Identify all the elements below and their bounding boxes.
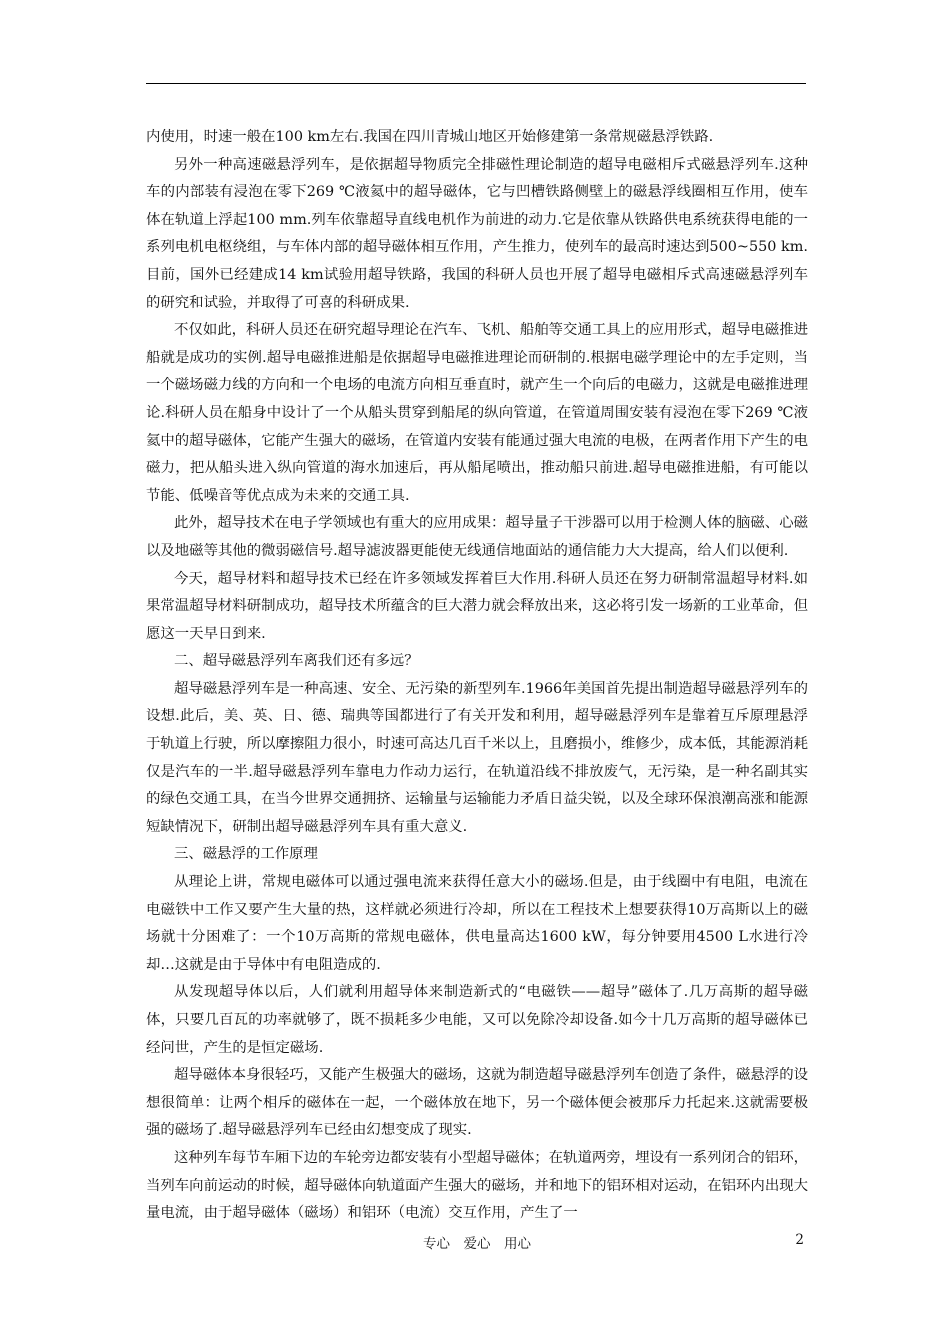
footer-motto: 专心 爱心 用心 (423, 1236, 531, 1252)
paragraph-8: 从发现超导体以后，人们就利用超导体来制造新式的“电磁铁——超导”磁体了.几万高斯的超导磁体，只要几百瓦的功率就够了，既不损耗多少电能，又可以免除冷却设备.如今十几万高斯的超导磁体已经问世，产生的是恒定磁场. (146, 984, 808, 1056)
paragraph-2: 另外一种高速磁悬浮列车，是依据超导物质完全排磁性理论制造的超导电磁相斥式磁悬浮列车.这种车的内部装有浸泡在零下269 ℃液氦中的超导磁体，它与凹槽铁路侧壁上的磁悬浮线圈相互作用，使车体在轨道上浮起100 mm.列车依靠超导直线电机作为前进的动力.它是依靠从铁路供电系统获得电能的一系列电机电枢绕组，与车体内部的超导磁体相互作用，产生推力，使列车的最高时速达到500~550 km.目前，国外已经建成14 km试验用超导铁路，我国的科研人员也开展了超导电磁相斥式高速磁悬浮列车的研究和试验，并取得了可喜的科研成果. (146, 156, 808, 311)
section-heading-2: 二、超导磁悬浮列车离我们还有多远？ (174, 653, 419, 670)
paragraph-5: 今天，超导材料和超导技术已经在许多领域发挥着巨大作用.科研人员还在努力研制常温超导材料.如果常温超导材料研制成功，超导技术所蕴含的巨大潜力就会释放出来，这必将引发一场新的工业革命，但愿这一天早日到来. (146, 570, 808, 642)
paragraph-3: 不仅如此，科研人员还在研究超导理论在汽车、飞机、船舶等交通工具上的应用形式，超导电磁推进船就是成功的实例.超导电磁推进船是依据超导电磁推进理论而研制的.根据电磁学理论中的左手定则，当一个磁场磁力线的方向和一个电场的电流方向相互垂直时，就产生一个向后的电磁力，这就是电磁推进理论.科研人员在船身中设计了一个从船头贯穿到船尾的纵向管道，在管道周围安装有浸泡在零下269 ℃液氦中的超导磁体，它能产生强大的磁场，在管道内安装有能通过强大电流的电极，在两者作用下产生的电磁力，把从船头进入纵向管道的海水加速后，再从船尾喷出，推动船只前进.超导电磁推进船，有可能以节能、低噪音等优点成为未来的交通工具. (146, 322, 808, 504)
paragraph-9: 超导磁体本身很轻巧，又能产生极强大的磁场，这就为制造超导磁悬浮列车创造了条件，磁悬浮的设想很简单：让两个相斥的磁体在一起，一个磁体放在地下，另一个磁体便会被那斥力托起来.这就需要极强的磁场了.超导磁悬浮列车已经由幻想变成了现实. (146, 1067, 808, 1139)
document-body (146, 124, 808, 1228)
paragraph-1: 内使用，时速一般在100 km左右.我国在四川青城山地区开始修建第一条常规磁悬浮铁路. (146, 129, 714, 145)
page-footer (146, 1232, 808, 1256)
paragraph-10: 这种列车每节车厢下边的车轮旁边都安装有小型超导磁体；在轨道两旁，埋设有一系列闭合的铝环，当列车向前运动的时候，超导磁体向轨道面产生强大的磁场，并和地下的铝环相对运动，在铝环内出现大量电流，由于超导磁体（磁场）和铝环（电流）交互作用，产生了一 (146, 1149, 808, 1222)
section-heading-3: 三、磁悬浮的工作原理 (174, 846, 318, 863)
paragraph-4: 此外，超导技术在电子学领域也有重大的应用成果：超导量子干涉器可以用于检测人体的脑磁、心磁以及地磁等其他的微弱磁信号.超导滤波器更能使无线通信地面站的通信能力大大提高，给人们以便利. (146, 515, 808, 559)
paragraph-6: 超导磁悬浮列车是一种高速、安全、无污染的新型列车.1966年美国首先提出制造超导磁悬浮列车的设想.此后，美、英、日、德、瑞典等国都进行了有关开发和利用，超导磁悬浮列车是靠着互斥原理悬浮于轨道上行驶，所以摩擦阻力很小，时速可高达几百千米以上，且磨损小，维修少，成本低，其能源消耗仅是汽车的一半.超导磁悬浮列车靠电力作动力运行，在轨道沿线不排放废气，无污染，是一种名副其实的绿色交通工具，在当今世界交通拥挤、运输量与运输能力矛盾日益尖锐，以及全球环保浪潮高涨和能源短缺情况下，研制出超导磁悬浮列车具有重大意义. (146, 680, 808, 835)
page-number: 2 (795, 1232, 804, 1248)
header-rule (146, 83, 806, 84)
paragraph-7: 从理论上讲，常规电磁体可以通过强电流来获得任意大小的磁场.但是，由于线圈中有电阻，电流在电磁铁中工作又要产生大量的热，这样就必须进行冷却，所以在工程技术上想要获得10万高斯以上的磁场就十分困难了：一个10万高斯的常规电磁体，供电量高达1600 kW，每分钟要用4500 L水进行冷却…这就是由于导体中有电阻造成的. (146, 874, 808, 973)
